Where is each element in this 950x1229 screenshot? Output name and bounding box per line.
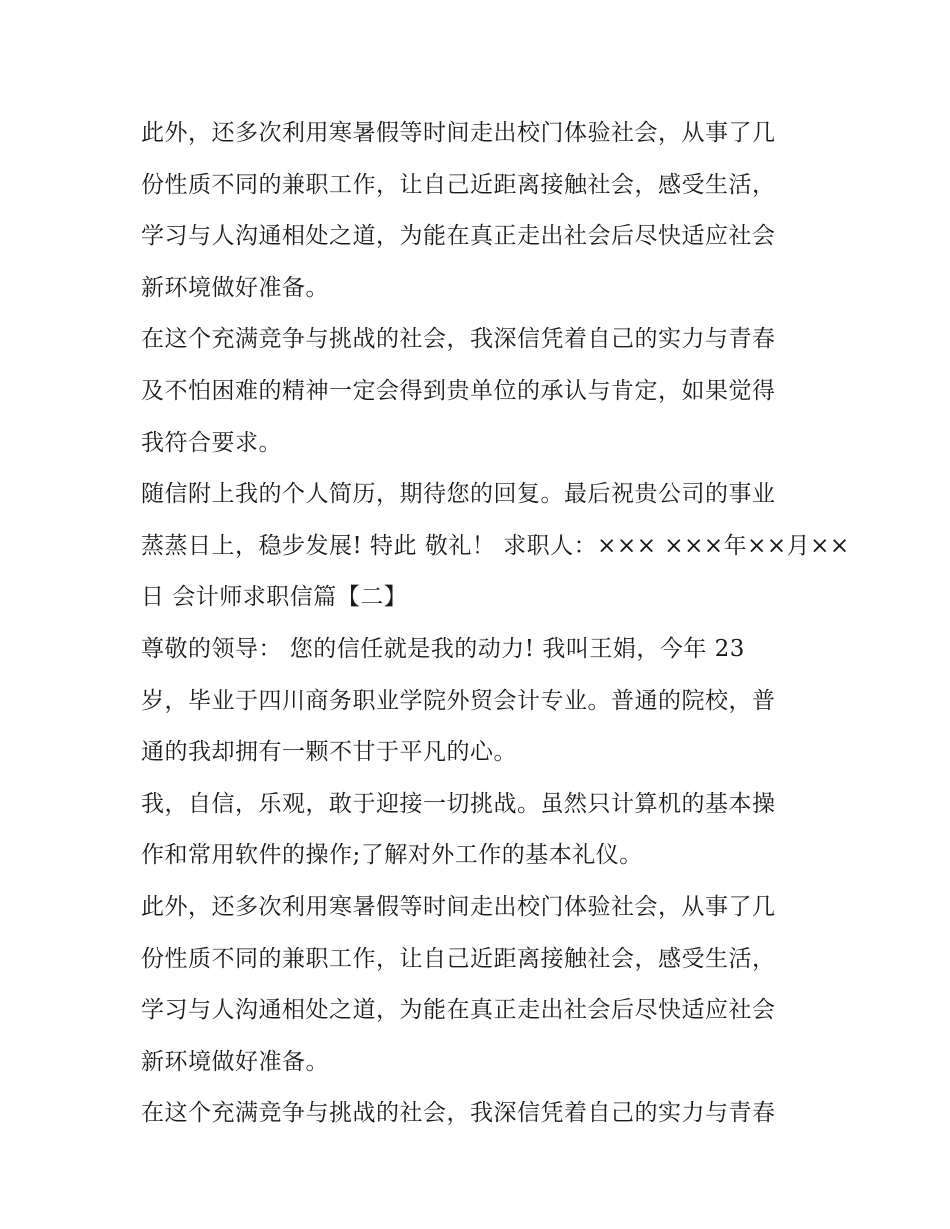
text-line: 学习与人沟通相处之道，为能在真正走出社会后尽快适应社会 — [141, 997, 776, 1024]
text-line: 作和常用软件的操作;了解对外工作的基本礼仪。 — [141, 842, 643, 869]
text-line: 此外，还多次利用寒暑假等时间走出校门体验社会，从事了几 — [141, 120, 776, 146]
section-heading-line: 日 会计师求职信篇【二】 — [141, 584, 408, 611]
text-line: 份性质不同的兼职工作，让自己近距离接触社会，感受生活， — [141, 171, 776, 198]
text-line: 学习与人沟通相处之道，为能在真正走出社会后尽快适应社会 — [141, 223, 776, 250]
text-line: 新环境做好准备。 — [141, 1048, 329, 1075]
text-line: 随信附上我的个人简历，期待您的回复。最后祝贵公司的事业 — [141, 481, 776, 508]
text-line: 在这个充满竞争与挑战的社会，我深信凭着自己的实力与青春 — [141, 1100, 776, 1127]
text-line: 及不怕困难的精神一定会得到贵单位的承认与肯定，如果觉得 — [141, 377, 776, 404]
document-body — [141, 108, 850, 1140]
text-line: 份性质不同的兼职工作，让自己近距离接触社会，感受生活， — [141, 945, 776, 972]
text-line: 蒸蒸日上，稳步发展! 特此 敬礼！ 求职人：××× ×××年××月×× — [141, 532, 850, 559]
text-line: 我，自信，乐观，敢于迎接一切挑战。虽然只计算机的基本操 — [141, 790, 776, 817]
text-line: 此外，还多次利用寒暑假等时间走出校门体验社会，从事了几 — [141, 893, 776, 920]
text-line: 尊敬的领导： 您的信任就是我的动力! 我叫王娟，今年 23 — [141, 635, 745, 662]
text-line: 我符合要求。 — [141, 429, 282, 456]
text-line: 岁，毕业于四川商务职业学院外贸会计专业。普通的院校，普 — [141, 687, 776, 714]
text-line: 通的我却拥有一颗不甘于平凡的心。 — [141, 739, 517, 766]
text-line: 在这个充满竞争与挑战的社会，我深信凭着自己的实力与青春 — [141, 326, 776, 353]
text-line: 新环境做好准备。 — [141, 274, 329, 301]
